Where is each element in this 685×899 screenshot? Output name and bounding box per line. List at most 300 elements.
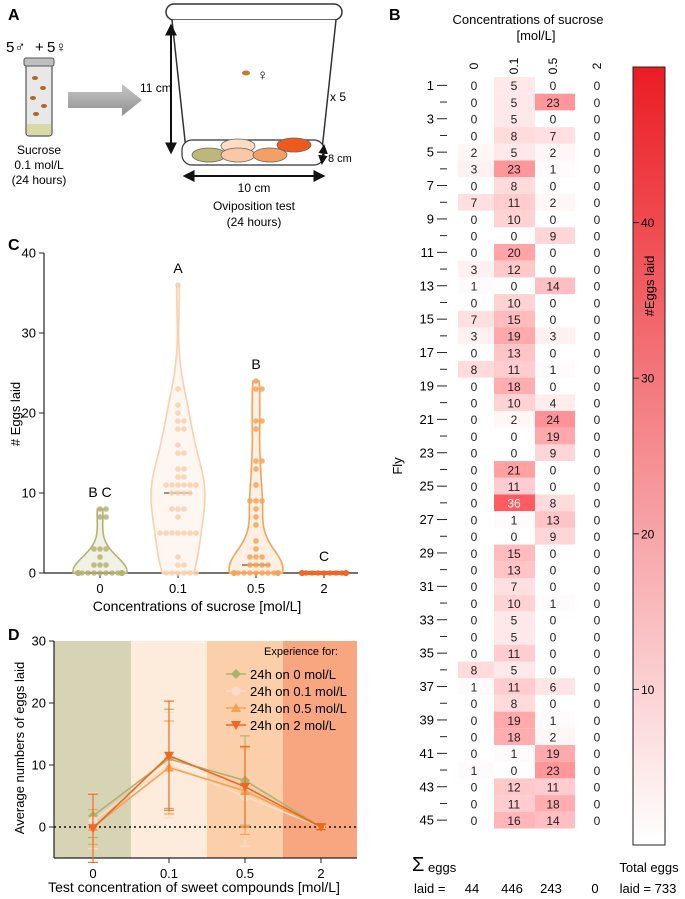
heatmap-cell-value: 0	[470, 179, 478, 194]
heatmap-cell-value: 0	[470, 546, 478, 561]
panel-c-x-axis-label: Concentrations of sucrose [mol/L]	[92, 598, 302, 614]
violin-data-point	[169, 570, 175, 576]
replicates-label: x 5	[330, 90, 347, 104]
heatmap-cell-value: 0	[549, 480, 557, 494]
heatmap-cell-value: 0	[593, 580, 601, 595]
colorbar-tick-label: 40	[641, 216, 655, 231]
heatmap-cell-value: 15	[507, 546, 521, 561]
d-x-tick-label: 0.5	[235, 866, 255, 881]
violin-data-point	[181, 450, 187, 456]
violin-data-point	[259, 386, 265, 392]
heatmap-cell-value: 11	[507, 196, 521, 211]
heatmap-cell-value: 0	[593, 780, 601, 795]
heatmap-cell-value: 7	[549, 129, 557, 144]
heatmap-cell-value: 8	[510, 129, 518, 144]
heatmap-cell-value: 3	[470, 262, 478, 277]
heatmap-row-label: 7	[426, 178, 434, 194]
violin-data-point	[181, 506, 187, 512]
sum-eggs-label: eggs	[428, 860, 457, 875]
heatmap-cell-value: 11	[507, 480, 521, 494]
heatmap-cell-value: 8	[549, 496, 557, 511]
significance-letter: C	[318, 548, 330, 564]
violin-data-point	[175, 474, 181, 480]
heatmap-cell-value: 1	[549, 162, 557, 177]
violin-data-point	[253, 514, 259, 520]
heatmap-cell-value: 8	[470, 663, 478, 678]
heatmap-cell-value: 10	[507, 396, 521, 411]
violin-data-point	[253, 426, 259, 432]
heatmap-cell-value: 19	[546, 747, 560, 762]
violin-data-point	[241, 570, 247, 576]
c-x-tick-label: 0	[96, 581, 104, 596]
violin-data-point	[169, 490, 175, 496]
heatmap-cell-value: 1	[510, 513, 518, 528]
violin-data-point	[259, 498, 265, 504]
violin-data-point	[259, 554, 265, 560]
heatmap-cell-value: 0	[593, 513, 601, 528]
heatmap-cell-value: 15	[507, 313, 521, 327]
column-sum: 0	[591, 881, 599, 896]
violin-data-point	[169, 482, 175, 488]
violin-data-point	[75, 570, 81, 576]
heatmap-cell-value: 2	[549, 730, 557, 745]
heatmap-cell-value: 0	[593, 713, 601, 728]
heatmap-cell-value: 5	[510, 95, 518, 110]
heatmap-cell-value: 0	[549, 346, 557, 361]
series-point	[232, 687, 241, 696]
violin-data-point	[181, 466, 187, 472]
violin-data-point	[253, 546, 259, 552]
heatmap-cell-value: 11	[507, 363, 521, 378]
heatmap-cell-value: 2	[549, 146, 557, 160]
heatmap-cell-value: 23	[546, 95, 560, 110]
violin-data-point	[193, 530, 199, 536]
violin-data-point	[163, 482, 169, 488]
heatmap-row-label: 35	[419, 645, 434, 661]
heatmap-cell-value: 19	[507, 329, 521, 344]
heatmap-cell-value: 0	[593, 596, 601, 611]
column-sum: 243	[540, 881, 562, 896]
heatmap-cell-value: 24	[546, 413, 560, 428]
heatmap-row-label: 3	[426, 111, 434, 127]
heatmap-cell-value: 0	[510, 279, 518, 294]
panel-d-y-axis-label: Average numbers of eggs laid	[12, 661, 27, 835]
heatmap-cell-value: 21	[507, 463, 521, 478]
violin-data-point	[187, 570, 193, 576]
heatmap-cell-value: 12	[507, 262, 521, 277]
violin-data-point	[253, 482, 259, 488]
heatmap-cell-value: 0	[510, 429, 518, 444]
heatmap-cell-value: 8	[510, 179, 518, 194]
violin-data-point	[343, 570, 349, 576]
heatmap-cell-value: 0	[593, 730, 601, 745]
heatmap-row-label: 27	[419, 512, 434, 528]
violin-data-point	[175, 386, 181, 392]
heatmap-cell-value: 0	[593, 179, 601, 194]
violin-data-point	[181, 570, 187, 576]
heatmap-row-label: 9	[426, 211, 434, 227]
heatmap-cell-value: 18	[546, 797, 560, 812]
c-y-tick-label: 40	[21, 245, 36, 261]
heatmap-cell-value: 0	[549, 379, 557, 394]
violin-data-point	[181, 530, 187, 536]
heatmap-cell-value: 5	[510, 613, 518, 628]
heatmap-row-label: 13	[419, 278, 434, 294]
heatmap-cell-value: 0	[549, 580, 557, 595]
heatmap-cell-value: 3	[549, 329, 557, 344]
heatmap-column-label: 0	[467, 62, 481, 70]
violin-data-point	[275, 570, 281, 576]
violin-data-point	[253, 570, 259, 576]
heatmap-cell-value: 0	[549, 697, 557, 712]
violin-data-point	[327, 570, 333, 576]
heatmap-column-label: 0.1	[507, 57, 521, 75]
heatmap-cell-value: 0	[510, 763, 518, 778]
violin-data-point	[175, 506, 181, 512]
heatmap-title-unit: [mol/L]	[516, 28, 556, 43]
violin-data-point	[103, 570, 109, 576]
heatmap-cell-value: 9	[549, 446, 557, 461]
heatmap-cell-value: 0	[593, 296, 601, 311]
violin-data-point	[253, 458, 259, 464]
heatmap-row-label: 31	[419, 578, 434, 594]
heatmap-cell-value: 0	[593, 196, 601, 211]
c-y-tick-label: 10	[21, 485, 36, 501]
females-count: 5♀	[47, 39, 67, 56]
violin-data-point	[253, 386, 259, 392]
heatmap-cell-value: 0	[593, 313, 601, 327]
violin-data-point	[175, 410, 181, 416]
heatmap-row-label: 19	[419, 378, 434, 394]
heatmap-cell-value: 2	[549, 196, 557, 211]
violin-data-point	[175, 442, 181, 448]
heatmap-cell-value: 0	[470, 630, 478, 645]
total-eggs-label: Total eggs	[619, 860, 679, 875]
heatmap-cell-value: 0	[593, 747, 601, 762]
heatmap-cell-value: 0	[470, 95, 478, 110]
panel-d-line-chart	[8, 627, 357, 895]
heatmap-cell-value: 3	[470, 162, 478, 177]
heatmap-cell-value: 0	[593, 129, 601, 144]
width-label: 10 cm	[237, 181, 271, 195]
heatmap-cell-value: 14	[546, 279, 560, 294]
heatmap-row-label: 17	[419, 345, 434, 361]
violin-data-point	[315, 570, 321, 576]
heatmap-cell-value: 3	[470, 329, 478, 344]
heatmap-cell-value: 0	[470, 596, 478, 611]
violin-data-point	[187, 482, 193, 488]
heatmap-cell-value: 0	[593, 212, 601, 227]
heatmap-cell-value: 0	[593, 429, 601, 444]
heatmap-cell-value: 1	[470, 680, 478, 695]
violin-data-point	[103, 514, 109, 520]
cage-icon	[166, 4, 342, 165]
heatmap-cell-value: 5	[510, 146, 518, 160]
heatmap-cell-value: 36	[507, 496, 521, 511]
heatmap-cell-value: 0	[470, 697, 478, 712]
heatmap-cell-value: 0	[593, 814, 601, 828]
heatmap-cell-value: 7	[510, 580, 518, 595]
violin-data-point	[259, 562, 265, 568]
column-sum: 446	[501, 881, 523, 896]
significance-letter: B C	[88, 484, 112, 500]
heatmap-cell-value: 0	[593, 262, 601, 277]
heatmap-cell-value: 0	[510, 530, 518, 545]
heatmap-cell-value: 0	[593, 146, 601, 160]
heatmap-cell-value: 0	[593, 613, 601, 628]
column-sum: 44	[464, 881, 480, 896]
heatmap-cell-value: 20	[507, 246, 521, 261]
depth-label: 8 cm	[328, 153, 352, 165]
legend-entry: 24h on 0.1 mol/L	[250, 684, 347, 699]
violin-data-point	[97, 546, 103, 552]
heatmap-cell-value: 18	[507, 379, 521, 394]
heatmap-cell-value: 0	[549, 463, 557, 478]
violin-data-point	[175, 562, 181, 568]
panel-a-schematic	[6, 4, 352, 229]
violin-data-point	[163, 570, 169, 576]
heatmap-cell-value: 11	[546, 780, 560, 795]
violin-data-point	[321, 570, 327, 576]
violin-data-point	[253, 522, 259, 528]
heatmap-cell-value: 0	[470, 346, 478, 361]
d-x-tick-label: 0.1	[159, 866, 179, 881]
heatmap-cell-value: 0	[593, 763, 601, 778]
heatmap-cell-value: 0	[549, 613, 557, 628]
violin-data-point	[175, 482, 181, 488]
heatmap-cell-value: 0	[470, 296, 478, 311]
heatmap-cell-value: 0	[549, 546, 557, 561]
heatmap-cell-value: 6	[549, 680, 557, 695]
violin-data-point	[187, 530, 193, 536]
heatmap-cell-value: 8	[510, 697, 518, 712]
significance-letter: A	[173, 260, 183, 276]
heatmap-cell-value: 0	[593, 496, 601, 511]
heatmap-cell-value: 7	[470, 313, 478, 327]
heatmap-cell-value: 0	[549, 262, 557, 277]
legend-title: Experience for:	[264, 646, 338, 658]
c-x-tick-label: 0.1	[168, 581, 188, 596]
heatmap-cell-value: 0	[593, 229, 601, 244]
heatmap-cell-value: 0	[470, 396, 478, 411]
violin-data-point	[309, 570, 315, 576]
heatmap-cell-value: 10	[507, 296, 521, 311]
heatmap-cell-value: 0	[470, 446, 478, 461]
heatmap-cell-value: 9	[549, 530, 557, 545]
heatmap-cell-value: 0	[593, 663, 601, 678]
sucrose-line-1: Sucrose	[16, 143, 62, 157]
heatmap-row-label: 45	[419, 812, 434, 828]
heatmap-cell-value: 0	[470, 747, 478, 762]
heatmap-cell-value: 0	[549, 296, 557, 311]
heatmap-cell-value: 19	[546, 429, 560, 444]
heatmap-cell-value: 0	[470, 513, 478, 528]
female-symbol: ♀	[257, 67, 269, 84]
violin-data-point	[97, 506, 103, 512]
heatmap-cell-value: 19	[507, 713, 521, 728]
panel-c-y-axis-label: # Eggs laid	[8, 381, 23, 447]
colorbar-label: #Eggs laid	[642, 255, 657, 317]
heatmap-cell-value: 0	[470, 780, 478, 795]
violin-data-point	[103, 506, 109, 512]
dish-2	[221, 148, 255, 162]
heatmap-cell-value: 0	[593, 530, 601, 545]
heatmap-cell-value: 0	[470, 563, 478, 578]
heatmap-cell-value: 0	[549, 79, 557, 94]
violin-data-point	[265, 562, 271, 568]
d-y-tick-label: 0	[38, 819, 46, 835]
heatmap-cell-value: 4	[549, 396, 557, 411]
heatmap-row-label: 21	[419, 411, 434, 427]
heatmap-cell-value: 0	[470, 580, 478, 595]
c-x-tick-label: 2	[320, 581, 328, 596]
heatmap-cell-value: 23	[546, 763, 560, 778]
heatmap-cell-value: 0	[549, 313, 557, 327]
heatmap-cell-value: 0	[470, 129, 478, 144]
height-label: 11 cm	[140, 81, 172, 95]
heatmap-title: Concentrations of sucrose	[452, 12, 604, 27]
violin-data-point	[193, 570, 199, 576]
total-eggs-value: laid = 733	[619, 881, 677, 896]
heatmap-cell-value: 5	[510, 112, 518, 127]
heatmap-cell-value: 8	[470, 363, 478, 378]
violin-data-point	[187, 490, 193, 496]
violin-data-point	[175, 490, 181, 496]
heatmap-cell-value: 0	[470, 79, 478, 94]
violin-data-point	[253, 378, 259, 384]
heatmap-cell-value: 16	[507, 814, 521, 828]
violin-data-point	[181, 562, 187, 568]
heatmap-cell-value: 0	[593, 680, 601, 695]
heatmap-cell-value: 0	[470, 647, 478, 661]
violin-data-point	[91, 562, 97, 568]
sucrose-line-3: (24 hours)	[11, 173, 67, 187]
violin-data-point	[169, 530, 175, 536]
heatmap-cell-value: 9	[549, 229, 557, 244]
colorbar	[633, 67, 665, 845]
significance-letter: B	[251, 356, 261, 372]
heatmap-cell-value: 13	[546, 513, 560, 528]
violin-data-point	[175, 554, 181, 560]
heatmap-cell-value: 0	[470, 480, 478, 494]
heatmap-cell-value: 0	[593, 79, 601, 94]
panel-b-label: B	[389, 7, 401, 24]
d-y-tick-label: 10	[31, 757, 46, 773]
violin-data-point	[85, 570, 91, 576]
heatmap-cell-value: 0	[470, 229, 478, 244]
violin-data-point	[97, 570, 103, 576]
heatmap-cell-value: 0	[470, 613, 478, 628]
violin-data-point	[175, 418, 181, 424]
heatmap-cell-value: 0	[470, 496, 478, 511]
heatmap-cell-value: 0	[470, 730, 478, 745]
heatmap-cell-value: 7	[470, 196, 478, 211]
fly-icon	[242, 71, 250, 76]
males-count: 5♂	[6, 39, 26, 56]
heatmap-cell-value: 0	[549, 563, 557, 578]
heatmap-cell-value: 1	[470, 763, 478, 778]
violin-data-point	[253, 554, 259, 560]
violin-data-point	[181, 418, 187, 424]
heatmap-cell-value: 0	[470, 413, 478, 428]
heatmap-row-label: 25	[419, 478, 434, 494]
heatmap-cell-value: 0	[593, 363, 601, 378]
violin-0.5	[229, 381, 283, 573]
violin-data-point	[119, 570, 125, 576]
heatmap-cell-value: 14	[546, 814, 560, 828]
heatmap-cell-value: 12	[507, 780, 521, 795]
heatmap-cell-value: 0	[593, 246, 601, 261]
panel-b-heatmap	[389, 7, 679, 896]
violin-data-point	[97, 562, 103, 568]
heatmap-cell-value: 0	[593, 279, 601, 294]
transfer-arrow-icon	[68, 84, 142, 116]
heatmap-y-axis-label: Fly	[390, 457, 405, 475]
heatmap-cell-value: 10	[507, 596, 521, 611]
violin-data-point	[103, 546, 109, 552]
test-line-1: Oviposition test	[212, 199, 296, 213]
c-y-tick-label: 0	[28, 565, 36, 581]
sum-laid-label: laid =	[414, 881, 446, 896]
colorbar-tick-label: 30	[641, 371, 655, 386]
violin-data-point	[253, 466, 259, 472]
heatmap-cell-value: 0	[593, 396, 601, 411]
heatmap-cell-value: 0	[470, 463, 478, 478]
heatmap-cell-value: 11	[507, 647, 521, 661]
violin-data-point	[169, 506, 175, 512]
heatmap-row-label: 39	[419, 712, 434, 728]
d-y-tick-label: 30	[31, 633, 46, 649]
d-y-tick-label: 20	[31, 695, 46, 711]
violin-data-point	[157, 530, 163, 536]
heatmap-cell-value: 0	[593, 379, 601, 394]
heatmap-cell-value: 0	[549, 212, 557, 227]
panel-d-x-axis-label: Test concentration of sweet compounds [mol/L]	[48, 879, 340, 895]
heatmap-cell-value: 0	[593, 647, 601, 661]
heatmap-row-label: 37	[419, 679, 434, 695]
heatmap-row-label: 41	[419, 745, 434, 761]
heatmap-column-label: 2	[590, 62, 604, 70]
violin-data-point	[333, 570, 339, 576]
heatmap-cell-value: 0	[593, 112, 601, 127]
violin-data-point	[175, 450, 181, 456]
plus-sign: +	[35, 39, 44, 56]
heatmap-cell-value: 0	[593, 797, 601, 812]
colorbar-tick-label: 10	[641, 682, 655, 697]
violin-data-point	[91, 546, 97, 552]
violin-data-point	[97, 514, 103, 520]
heatmap-cell-value: 2	[510, 413, 518, 428]
heatmap-cell-value: 0	[549, 663, 557, 678]
heatmap-cell-value: 0	[549, 630, 557, 645]
violin-data-point	[97, 554, 103, 560]
heatmap-cell-value: 0	[593, 697, 601, 712]
violin-data-point	[265, 570, 271, 576]
violin-data-point	[253, 538, 259, 544]
heatmap-cell-value: 0	[593, 346, 601, 361]
panel-c-label: C	[8, 237, 20, 254]
heatmap-cell-value: 2	[470, 146, 478, 160]
heatmap-row-label: 43	[419, 779, 434, 795]
heatmap-cell-value: 0	[470, 814, 478, 828]
violin-data-point	[231, 570, 237, 576]
violin-data-point	[253, 506, 259, 512]
violin-data-point	[299, 570, 305, 576]
heatmap-cell-value: 0	[470, 246, 478, 261]
heatmap-row-label: 1	[426, 77, 434, 93]
test-line-2: (24 hours)	[226, 215, 282, 229]
d-x-tick-label: 0	[89, 866, 97, 881]
